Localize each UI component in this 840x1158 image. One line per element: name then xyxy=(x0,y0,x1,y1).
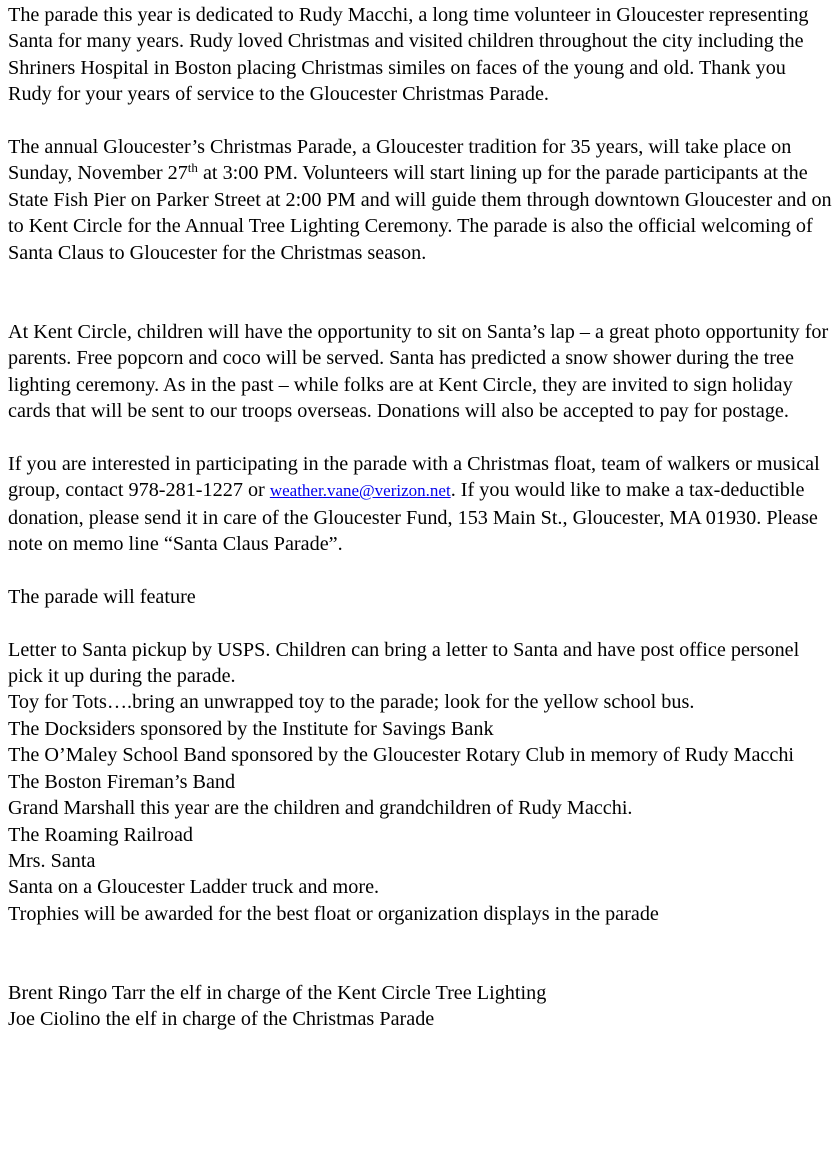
annual-parade-paragraph xyxy=(8,134,834,266)
feature-list xyxy=(8,637,834,927)
annual-text-start: The annual Gloucester’s Christmas Parade, a Gloucester tradition for 35 years, will take place on Sunday, November 27 xyxy=(8,136,792,185)
document-body xyxy=(8,2,834,1033)
spacer xyxy=(8,610,834,636)
feature-item: Toy for Tots….bring an unwrapped toy to the parade; look for the yellow school bus. xyxy=(8,691,695,714)
email-link[interactable]: weather.vane@verizon.net xyxy=(269,481,451,501)
feature-item: The Docksiders sponsored by the Institute for Savings Bank xyxy=(8,717,494,740)
contact-text-end: . If you would like to make a tax-deductible donation, please send it in care of the Gloucester Fund, 153 Main St., Gloucester, MA 01930. Please note on memo line “Santa Claus Parade”. xyxy=(8,479,818,556)
feature-item: Santa on a Gloucester Ladder truck and more. xyxy=(8,876,380,899)
spacer xyxy=(8,108,834,134)
feature-item: Trophies will be awarded for the best float or organization displays in the parade xyxy=(8,902,659,925)
spacer xyxy=(8,424,834,450)
feature-item: Letter to Santa pickup by USPS. Children can bring a letter to Santa and have post office personel pick it up during the parade. xyxy=(8,638,800,688)
signature-line: Joe Ciolino the elf in charge of the Christmas Parade xyxy=(8,1008,435,1031)
feature-item: The O’Maley School Band sponsored by the Gloucester Rotary Club in memory of Rudy Macchi xyxy=(8,744,795,767)
contact-paragraph xyxy=(8,451,834,558)
contact-text-start: If you are interested in participating in the parade with a Christmas float, team of walkers or musical group, contact 978-281-1227 or xyxy=(8,452,820,502)
feature-item: Grand Marshall this year are the children and grandchildren of Rudy Macchi. xyxy=(8,797,633,820)
kent-circle-paragraph: At Kent Circle, children will have the opportunity to sit on Santa’s lap – a great photo opportunity for parents. Free popcorn and coco will be served. Santa has predicted a snow shower during the tree lighting ceremony. As in the past – while folks are at Kent Circle, they are invited to sign holiday cards that will be sent to our troops overseas. Donations will also be accepted to pay for postage. xyxy=(8,320,829,423)
signature-block xyxy=(8,980,834,1033)
spacer xyxy=(8,266,834,319)
dedication-paragraph: The parade this year is dedicated to Rudy Macchi, a long time volunteer in Gloucester representing Santa for many years. Rudy loved Christmas and visited children throughout the city including the Shriners Hospital in Boston placing Christmas similes on faces of the young and old. Thank you Rudy for your years of service to the Gloucester Christmas Parade. xyxy=(8,4,809,106)
annual-text-end: at 3:00 PM. Volunteers will start lining up for the parade participants at the State Fish Pier on Parker Street at 2:00 PM and will guide them through downtown Gloucester and on to Kent Circle for the Annual Tree Lighting Ceremony. The parade is also the official welcoming of Santa Claus to Gloucester for the Christmas season. xyxy=(8,162,832,264)
feature-intro: The parade will feature xyxy=(8,585,196,608)
spacer xyxy=(8,557,834,583)
signature-line: Brent Ringo Tarr the elf in charge of the Kent Circle Tree Lighting xyxy=(8,981,547,1004)
feature-item: The Boston Fireman’s Band xyxy=(8,770,236,793)
feature-item: The Roaming Railroad xyxy=(8,823,194,846)
ordinal-suffix: th xyxy=(187,160,198,176)
spacer xyxy=(8,927,834,980)
feature-item: Mrs. Santa xyxy=(8,849,96,872)
